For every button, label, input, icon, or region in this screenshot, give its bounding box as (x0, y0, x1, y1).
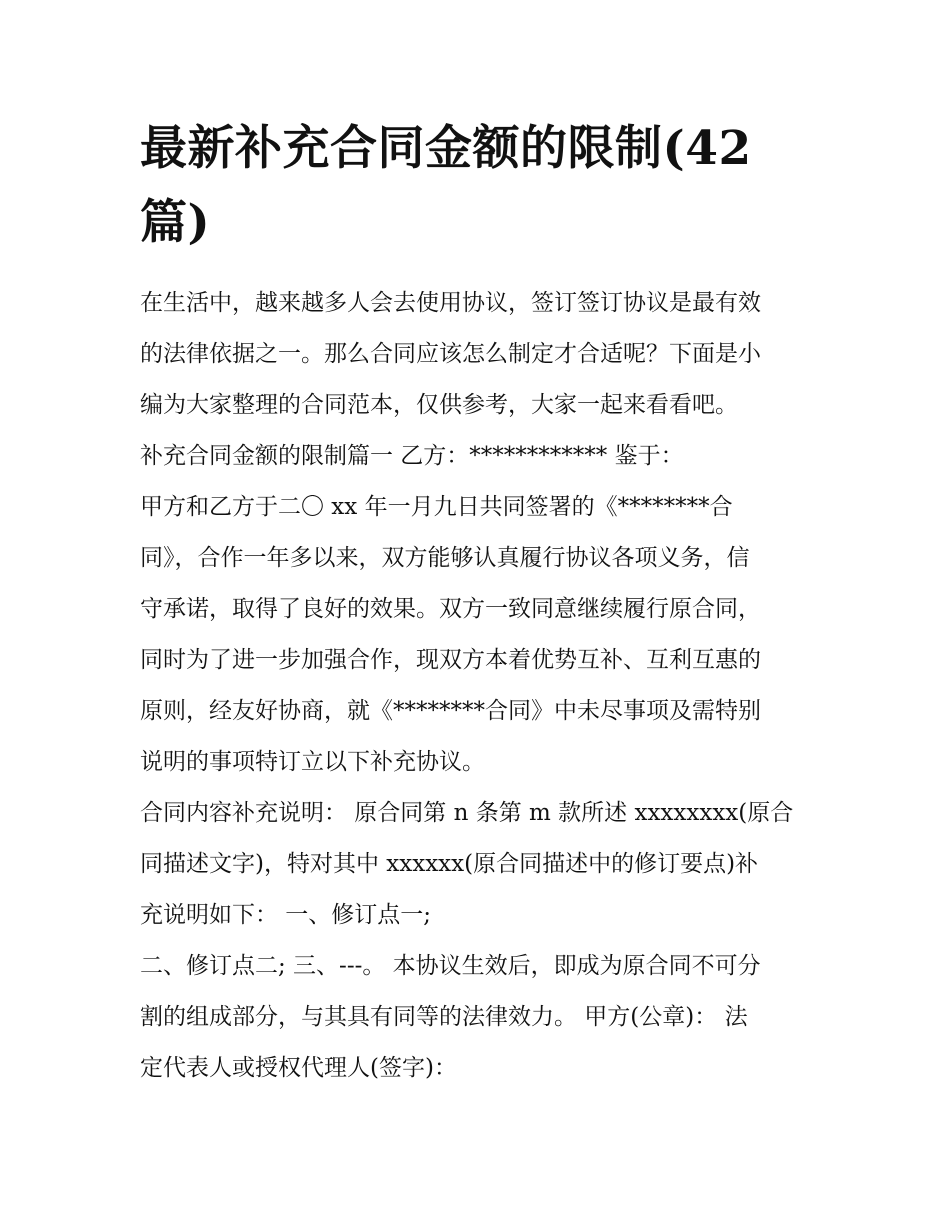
body-line: 补充合同金额的限制篇一 乙方：************ 鉴于： (140, 443, 684, 469)
body-line: 同》，合作一年多以来，双方能够认真履行协议各项义务，信 (140, 545, 750, 571)
title-line: 最新补充合同金额的限制(42 (140, 121, 752, 176)
document-title (140, 112, 840, 260)
body-line: 编为大家整理的合同范本，仅供参考，大家一起来看看吧。 (140, 392, 738, 418)
body-line: 原则，经友好协商，就《********合同》中未尽事项及需特别 (140, 698, 761, 724)
body-line: 的法律依据之一。那么合同应该怎么制定才合适呢？下面是小 (140, 341, 761, 367)
body-line: 二、修订点二; 三、---。 本协议生效后，即成为原合同不可分 (140, 953, 761, 979)
body-line: 在生活中，越来越多人会去使用协议，签订签订协议是最有效 (140, 290, 761, 316)
body-line: 合同内容补充说明： 原合同第 n 条第 m 款所述 xxxxxxxx(原合 (140, 800, 794, 826)
title-line: 篇) (140, 195, 211, 250)
body-line: 说明的事项特订立以下补充协议。 (140, 749, 485, 775)
body-line: 割的组成部分，与其具有同等的法律效力。 甲方(公章)： 法 (140, 1004, 748, 1030)
body-line: 定代表人或授权代理人(签字)： (140, 1055, 457, 1081)
body-line: 守承诺，取得了良好的效果。双方一致同意继续履行原合同， (140, 596, 761, 622)
body-line: 同时为了进一步加强合作，现双方本着优势互补、互利互惠的 (140, 647, 761, 673)
body-line: 甲方和乙方于二〇 xx 年一月九日共同签署的《********合 (140, 494, 733, 520)
document-body (140, 278, 820, 1094)
body-line: 同描述文字)，特对其中 xxxxxx(原合同描述中的修订要点)补 (140, 851, 759, 877)
body-line: 充说明如下： 一、修订点一; (140, 902, 432, 928)
